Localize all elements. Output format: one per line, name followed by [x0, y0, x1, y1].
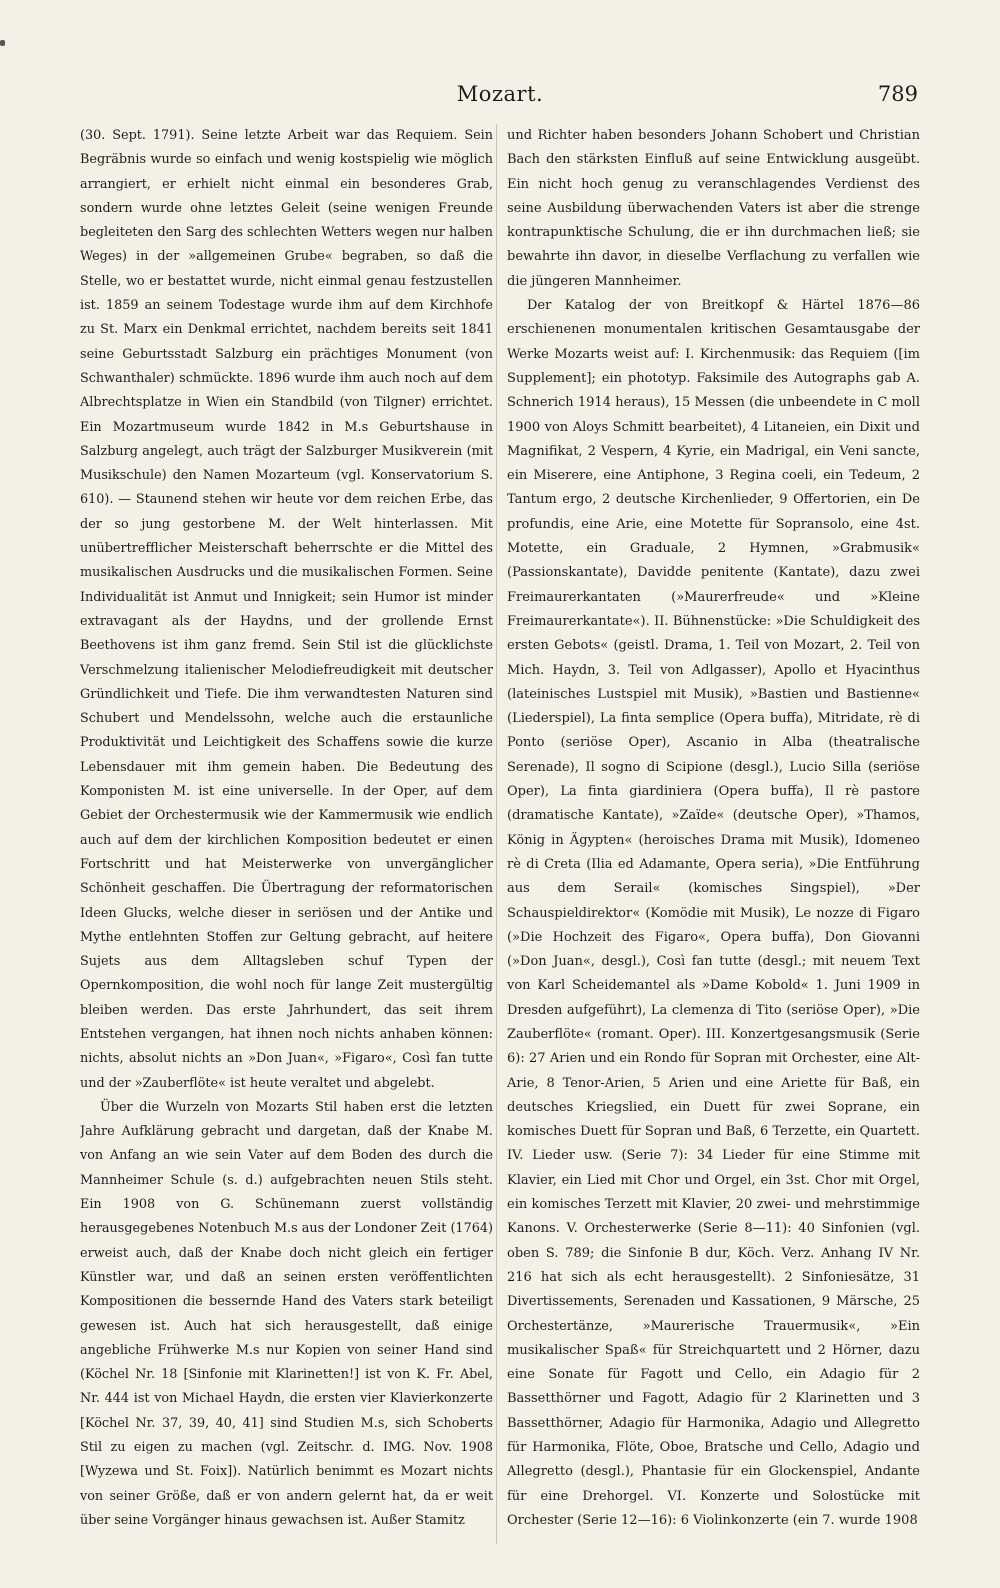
paragraph: (30. Sept. 1791). Seine letzte Arbeit war das Requiem. Sein Begräbnis wurde so einfach und wenig kostspielig wie möglich arrangiert, er erhielt nicht einmal ein besonderes Grab, sondern wurde ohne letztes Geleit (seine wenigen Freunde begleiteten den Sarg des schlechten Wetters wegen nur halben Weges) in der »allgemeinen Grube« begraben, so daß die Stelle, wo er bestattet wurde, nicht einmal genau festzustellen ist. 1859 an seinem Todestage wurde ihm auf dem Kirchhofe zu St. Marx ein Denkmal errichtet, nachdem bereits seit 1841 seine Geburtsstadt Salzburg ein prächtiges Monument (von Schwanthaler) schmückte. 1896 wurde ihm auch noch auf dem Albrechtsplatze in Wien ein Standbild (von Tilgner) errichtet. Ein Mozartmuseum wurde 1842 in M.s Geburtshause in Salzburg angelegt, auch trägt der Salzburger Musikverein (mit Musikschule) den Namen Mozarteum (vgl. Konservatorium S. 610). — Staunend stehen wir heute vor dem reichen Erbe, das der so jung gestorbene M. der Welt hinterlassen. Mit unübertrefflicher Meisterschaft beherrschte er die Mittel des musikalischen Ausdrucks und die musikalischen Formen. Seine Individualität ist Anmut und Innigkeit; sein Humor ist minder extravagant als der Haydns, und der grollende Ernst Beethovens ist ihm ganz fremd. Sein Stil ist die glücklichste Verschmelzung italienischer Melodiefreudigkeit mit deutscher Gründlichkeit und Tiefe. Die ihm verwandtesten Naturen sind Schubert und Mendelssohn, welche auch die erstaunliche Produktivität und Leichtigkeit des Schaffens sowie die kurze Lebensdauer mit ihm gemein haben. Die Bedeutung des Komponisten M. ist eine universelle. In der Oper, auf dem Gebiet der Orchestermusik wie der Kammermusik wie endlich auch auf dem der kirchlichen Komposition bedeutet er einen Fortschritt und hat Meisterwerke von unvergänglicher Schönheit geschaffen. Die Übertragung der reformatorischen Ideen Glucks, welche dieser in seriösen und der Antike und Mythe entlehnten Stoffen zur Geltung gebracht, auf heitere Sujets aus dem Alltagsleben schuf Typen der Opernkomposition, die wohl noch für lange Zeit mustergültig bleiben werden. Das erste Jahrhundert, das seit ihrem Entstehen vergangen, hat ihnen noch nichts anhaben können: nichts, absolut nichts an »Don Juan«, »Figaro«, Così fan tutte und der »Zauberflöte« ist heute veraltet und abgelebt. [80, 128, 493, 1091]
running-title: Mozart. [456, 82, 544, 106]
column-divider [496, 124, 497, 1544]
page-header [0, 82, 1000, 112]
margin-mark [0, 40, 5, 46]
right-column [507, 124, 920, 1544]
paragraph: und Richter haben besonders Johann Schobert und Christian Bach den stärksten Einfluß auf seine Entwicklung ausgeübt. Ein nicht hoch genug zu veranschlagendes Verdienst des seine Ausbildung überwachenden Vaters ist aber die strenge kontrapunktische Schulung, die er ihn durchmachen ließ; sie bewahrte ihn davor, in dieselbe Verflachung zu verfallen wie die jüngeren Mannheimer. [507, 128, 920, 289]
page-number: 789 [877, 82, 918, 106]
paragraph: Der Katalog der von Breitkopf & Härtel 1876—86 erschienenen monumentalen kritischen Gesamtausgabe der Werke Mozarts weist auf: I. Kirchenmusik: das Requiem ([im Supplement]; ein phototyp. Faksimile des Autographs gab A. Schnerich 1914 heraus), 15 Messen (die unbeendete in C moll 1900 von Aloys Schmitt bearbeitet), 4 Litaneien, ein Dixit und Magnifikat, 2 Vespern, 4 Kyrie, ein Madrigal, ein Veni sancte, ein Miserere, eine Antiphone, 3 Regina coeli, ein Tedeum, 2 Tantum ergo, 2 deutsche Kirchenlieder, 9 Offertorien, ein De profundis, eine Arie, eine Motette für Sopransolo, eine 4st. Motette, ein Graduale, 2 Hymnen, »Grabmusik« (Passionskantate), Davidde penitente (Kantate), dazu zwei Freimaurerkantaten (»Maurerfreude« und »Kleine Freimaurerkantate«). II. Bühnenstücke: »Die Schuldigkeit des ersten Gebots« (geistl. Drama, 1. Teil von Mozart, 2. Teil von Mich. Haydn, 3. Teil von Adlgasser), Apollo et Hyacinthus (lateinisches Lustspiel mit Musik), »Bastien und Bastienne« (Liederspiel), La finta semplice (Opera buffa), Mitridate, rè di Ponto (seriöse Oper), Ascanio in Alba (theatralische Serenade), Il sogno di Scipione (desgl.), Lucio Silla (seriöse Oper), La finta giardiniera (Opera buffa), Il rè pastore (dramatische Kantate), »Zaïde« (deutsche Oper), »Thamos, König in Ägypten« (heroisches Drama mit Musik), Idomeneo rè di Creta (Ilia ed Adamante, Opera seria), »Die Entführung aus dem Serail« (komisches Singspiel), »Der Schauspieldirektor« (Komödie mit Musik), Le nozze di Figaro (»Die Hochzeit des Figaro«, Opera buffa), Don Giovanni (»Don Juan«, desgl.), Così fan tutte (desgl.; mit neuem Text von Karl Scheidemantel als »Dame Kobold« 1. Juni 1909 in Dresden aufgeführt), La clemenza di Tito (seriöse Oper), »Die Zauberflöte« (romant. Oper). III. Konzertgesangsmusik (Serie 6): 27 Arien und ein Rondo für Sopran mit Orchester, eine Alt-Arie, 8 Tenor-Arien, 5 Arien und eine Ariette für Baß, ein deutsches Kriegslied, ein Duett für zwei Soprane, ein komisches Duett für Sopran und Baß, 6 Terzette, ein Quartett. IV. Lieder usw. (Serie 7): 34 Lieder für eine Stimme mit Klavier, ein Lied mit Chor und Orgel, ein 3st. Chor mit Orgel, ein komisches Terzett mit Klavier, 20 zwei- und mehrstimmige Kanons. V. Orchesterwerke (Serie 8—11): 40 Sinfonien (vgl. oben S. 789; die Sinfonie B dur, Köch. Verz. Anhang IV Nr. 216 hat sich als echt herausgestellt). 2 Sinfoniesätze, 31 Divertissements, Serenaden und Kassationen, 9 Märsche, 25 Orchestertänze, »Maurerische Trauermusik«, »Ein musikalischer Spaß« für Streichquartett und 2 Hörner, dazu eine Sonate für Fagott und Cello, ein Adagio für 2 Bassetthörner und Fagott, Adagio für 2 Klarinetten und 3 Bassetthörner, Adagio für Harmonika, Adagio und Allegretto für Harmonika, Flöte, Oboe, Bratsche und Cello, Adagio und Allegretto (desgl.), Phantasie für ein Glockenspiel, Andante für eine Drehorgel. VI. Konzerte und Solostücke mit Orchester (Serie 12—16): 6 Violinkonzerte (ein 7. wurde 1908 [507, 298, 920, 1528]
left-column [80, 124, 493, 1544]
paragraph: Über die Wurzeln von Mozarts Stil haben erst die letzten Jahre Aufklärung gebracht und dargetan, daß der Knabe M. von Anfang an wie sein Vater auf dem Boden des durch die Mannheimer Schule (s. d.) aufgebrachten neuen Stils steht. Ein 1908 von G. Schünemann zuerst vollständig herausgegebenes Notenbuch M.s aus der Londoner Zeit (1764) erweist auch, daß der Knabe doch nicht gleich ein fertiger Künstler war, und daß an seinen ersten veröffentlichten Kompositionen die bessernde Hand des Vaters stark beteiligt gewesen ist. Auch hat sich herausgestellt, daß einige angebliche Frühwerke M.s nur Kopien von seiner Hand sind (Köchel Nr. 18 [Sinfonie mit Klarinetten!] ist von K. Fr. Abel, Nr. 444 ist von Michael Haydn, die ersten vier Klavierkonzerte [Köchel Nr. 37, 39, 40, 41] sind Studien M.s, sich Schoberts Stil zu eigen zu machen (vgl. Zeitschr. d. IMG. Nov. 1908 [Wyzewa und St. Foix]). Natürlich benimmt es Mozart nichts von seiner Größe, daß er von andern gelernt hat, da er weit über seine Vorgänger hinaus gewachsen ist. Außer Stamitz [80, 1099, 493, 1528]
